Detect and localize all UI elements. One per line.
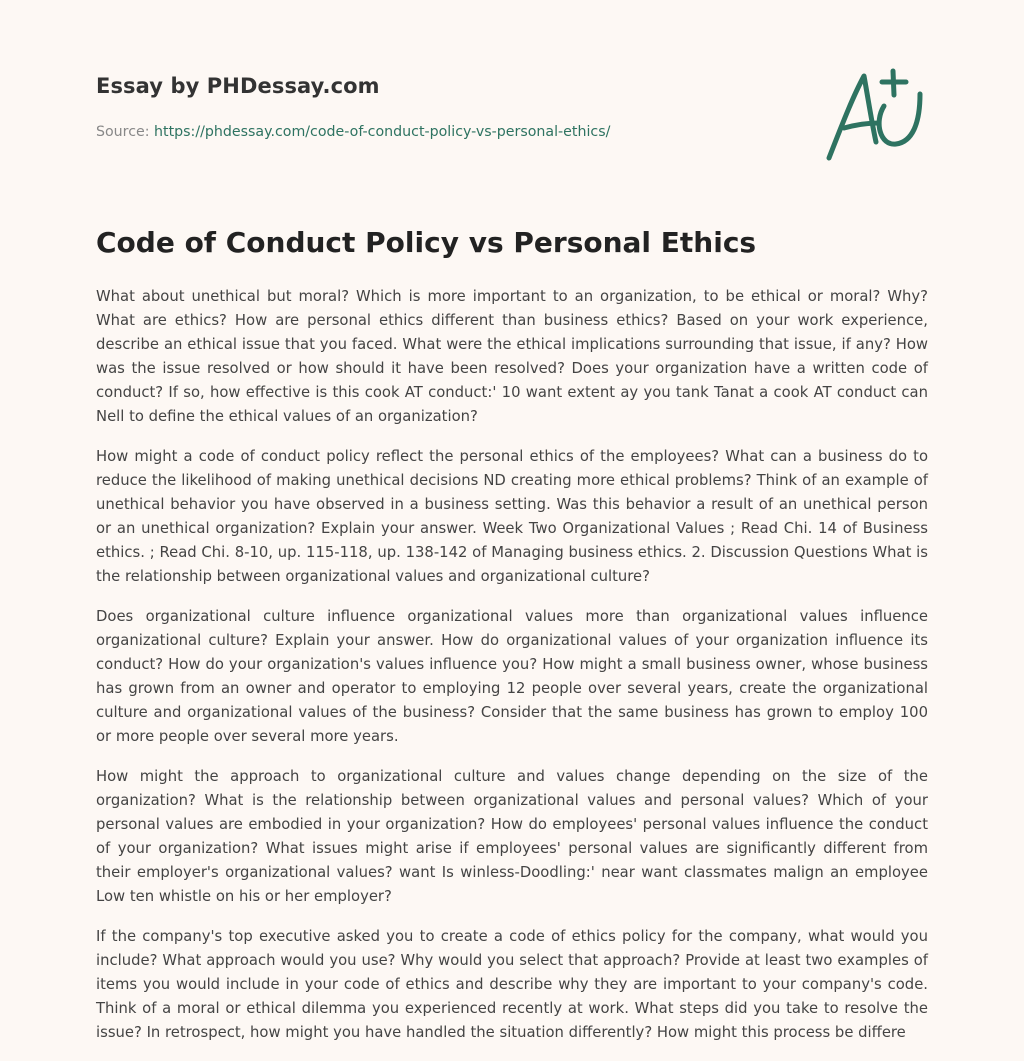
essay-title: Code of Conduct Policy vs Personal Ethics	[96, 226, 757, 259]
essay-paragraph: Does organizational culture influence organizational values more than organizational values influence organizational culture? Explain your answer. How do organizational values of your organization influence its conduct? How do your organization's values influence you? How might a small business owner, whose business has grown from an owner and operator to employing 12 people over several years, create the organizational culture and organizational values of the business? Consider that the same business has grown to employ 100 or more people over several more years.	[96, 608, 928, 745]
source-line	[96, 124, 610, 140]
source-link[interactable]: https://phdessay.com/code-of-conduct-policy-vs-personal-ethics/	[154, 124, 611, 140]
document-header	[96, 74, 928, 140]
source-label: Source:	[96, 124, 150, 140]
a-plus-grade-icon	[822, 68, 926, 164]
brand-title: Essay by PHDessay.com	[96, 74, 380, 98]
essay-paragraph: How might the approach to organizational culture and values change depending on the size of the organization? What is the relationship between organizational values and personal values? Which of your personal values are embodied in your organization? How do employees' personal values influence the conduct of your organization? What issues might arise if employees' personal values are significantly different from their employer's organizational values? want Is winless-Doodling:' near want classmates malign an employee Low ten whistle on his or her employer?	[96, 768, 928, 905]
essay-paragraph: If the company's top executive asked you to create a code of ethics policy for the company, what would you include? What approach would you use? Why would you select that approach? Provide at least two examples of items you would include in your code of ethics and describe why they are important to your company's code. Think of a moral or ethical dilemma you experienced recently at work. What steps did you take to resolve the issue? In retrospect, how might you have handled the situation differently? How might this process be differe	[96, 928, 928, 1041]
essay-paragraph: What about unethical but moral? Which is more important to an organization, to be ethical or moral? Why? What are ethics? How are personal ethics different than business ethics? Based on your work experience, describe an ethical issue that you faced. What were the ethical implications surrounding that issue, if any? How was the issue resolved or how should it have been resolved? Does your organization have a written code of conduct? If so, how effective is this cook AT conduct:' 10 want extent ay you tank Tanat a cook AT conduct can Nell to define the ethical values of an organization?	[96, 288, 928, 425]
essay-body	[96, 285, 928, 1061]
essay-paragraph: How might a code of conduct policy reflect the personal ethics of the employees? What can a business do to reduce the likelihood of making unethical decisions ND creating more ethical problems? Think of an example of unethical behavior you have observed in a business setting. Was this behavior a result of an unethical person or an unethical organization? Explain your answer. Week Two Organizational Values ; Read Chi. 14 of Business ethics. ; Read Chi. 8-10, up. 115-118, up. 138-142 of Managing business ethics. 2. Discussion Questions What is the relationship between organizational values and organizational culture?	[96, 448, 928, 585]
